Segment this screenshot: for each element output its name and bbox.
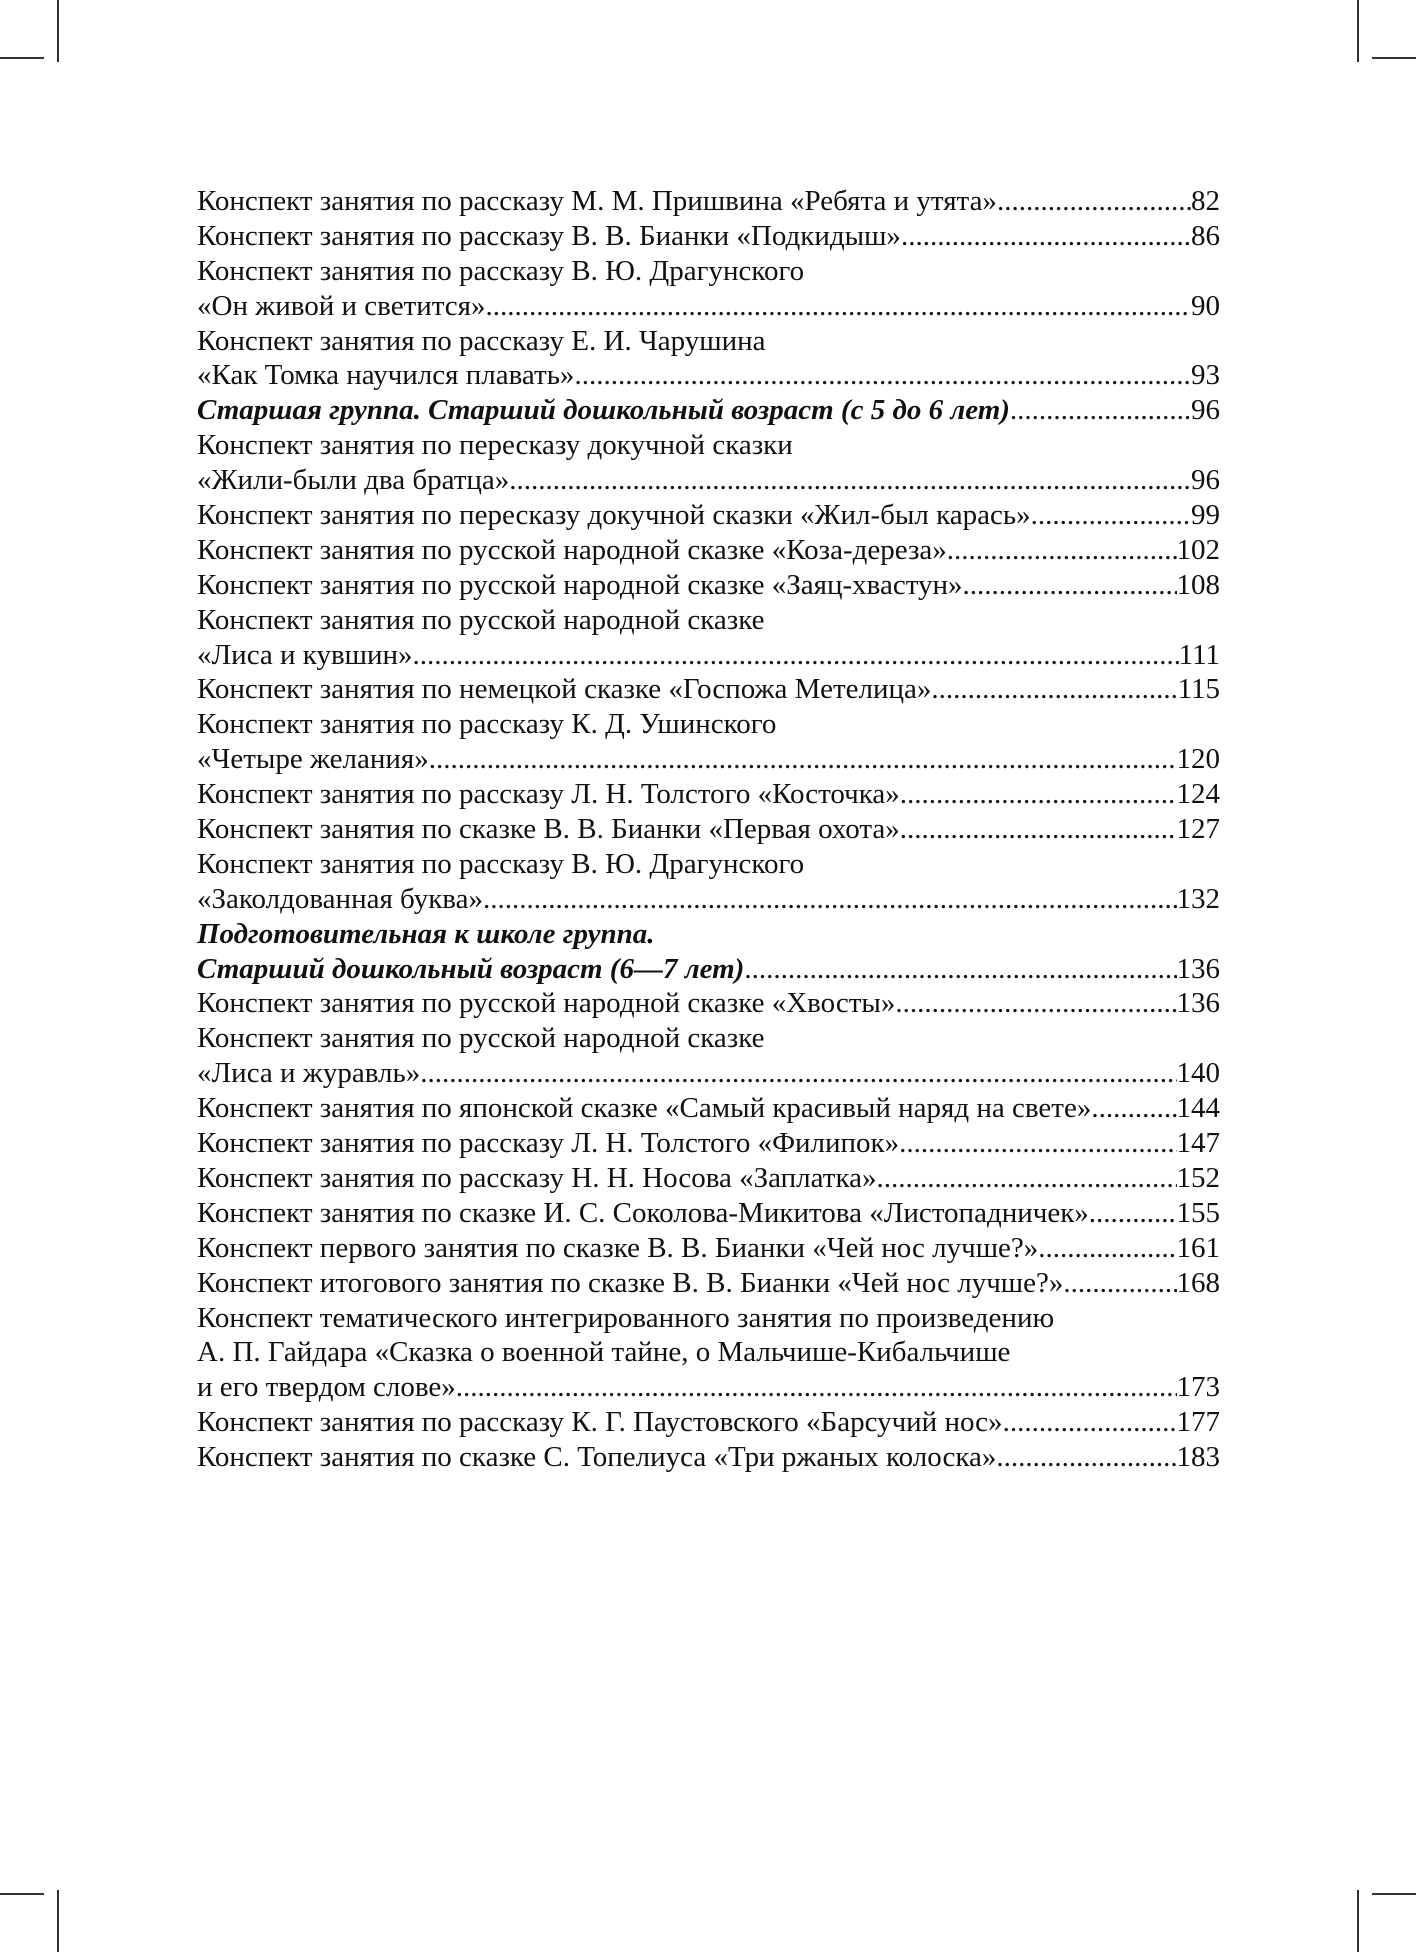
toc-dot-leader — [413, 638, 1179, 673]
toc-dot-leader — [1010, 393, 1191, 428]
crop-mark-bottom-right-vertical — [1357, 1890, 1359, 1952]
toc-entry-line — [197, 1231, 1220, 1266]
toc-entry-line — [197, 428, 1220, 463]
toc-entry[interactable] — [197, 568, 1220, 603]
toc-dot-leader — [895, 986, 1176, 1021]
toc-entry-title: Старший дошкольный возраст (6—7 лет) — [197, 952, 745, 985]
toc-entry-line — [197, 324, 1220, 359]
toc-entry-title: «Четыре желания» — [197, 743, 429, 776]
toc-dot-leader — [420, 1056, 1176, 1091]
toc-page-number: 102 — [1176, 533, 1220, 566]
toc-entry-line — [197, 847, 1220, 882]
toc-entry-line — [197, 254, 1220, 289]
toc-entry-title: Конспект занятия по русской народной сказке «Хвосты» — [197, 987, 896, 1020]
toc-entry-title: Конспект занятия по сказке С. Топелиуса «Три ржаных колоска» — [197, 1441, 997, 1474]
toc-entry-line — [197, 533, 1220, 568]
toc-dot-leader — [899, 1126, 1176, 1161]
toc-entry-title: Конспект занятия по рассказу Н. Н. Носова «Заплатка» — [197, 1161, 877, 1194]
toc-entry-title: А. П. Гайдара «Сказка о военной тайне, о Мальчише-Кибальчише — [197, 1336, 1011, 1369]
toc-entry-line — [197, 1091, 1220, 1126]
toc-page-number: 127 — [1176, 813, 1220, 846]
toc-dot-leader — [997, 184, 1191, 219]
crop-mark-bottom-left-horizontal — [0, 1893, 44, 1895]
toc-dot-leader — [901, 219, 1191, 254]
toc-page-number: 82 — [1191, 185, 1220, 217]
crop-mark-top-left-vertical — [57, 0, 59, 62]
toc-entry[interactable] — [197, 603, 1220, 673]
toc-page-number: 108 — [1176, 568, 1220, 601]
toc-dot-leader — [963, 568, 1177, 603]
toc-page-number: 93 — [1191, 359, 1220, 392]
toc-entry-title: Конспект занятия по рассказу М. М. Пришвина «Ребята и утята» — [197, 185, 997, 217]
toc-entry-line — [197, 742, 1220, 777]
toc-entry[interactable] — [197, 1161, 1220, 1196]
toc-dot-leader — [947, 533, 1177, 568]
toc-entry[interactable] — [197, 219, 1220, 254]
toc-entry[interactable] — [197, 1021, 1220, 1091]
toc-entry-title: Конспект занятия по японской сказке «Самый красивый наряд на свете» — [197, 1092, 1092, 1125]
toc-entry-line — [197, 1021, 1220, 1056]
toc-entry[interactable] — [197, 184, 1220, 219]
toc-page-number: 155 — [1176, 1196, 1220, 1229]
toc-page-number: 120 — [1176, 743, 1220, 776]
toc-page-number: 115 — [1177, 673, 1220, 706]
toc-entry-title: Конспект занятия по рассказу В. В. Бианки «Подкидыш» — [197, 219, 901, 252]
toc-entry-line — [197, 219, 1220, 254]
toc-page-number: 147 — [1176, 1127, 1220, 1160]
toc-entry-line — [197, 986, 1220, 1021]
toc-entry-line — [197, 1405, 1220, 1440]
toc-entry-title: Старшая группа. Старший дошкольный возраст (с 5 до 6 лет) — [197, 394, 1010, 427]
toc-entry-title: Конспект занятия по русской народной сказке «Коза-дереза» — [197, 533, 947, 566]
toc-entry-title: Конспект занятия по рассказу Л. Н. Толстого «Филипок» — [197, 1127, 900, 1160]
toc-entry-title: «Лиса и журавль» — [197, 1057, 421, 1090]
toc-entry[interactable] — [197, 672, 1220, 707]
toc-section-heading[interactable] — [197, 393, 1220, 428]
toc-entry-line — [197, 707, 1220, 742]
toc-page-number: 90 — [1191, 289, 1220, 322]
toc-entry-line — [197, 952, 1220, 987]
toc-page-number: 177 — [1176, 1406, 1220, 1439]
toc-entry-title: Подготовительная к школе группа. — [197, 917, 655, 950]
crop-mark-top-right-horizontal — [1372, 57, 1416, 59]
toc-dot-leader — [876, 1161, 1176, 1196]
toc-entry-title: «Заколдованная буква» — [197, 882, 483, 915]
toc-entry-line — [197, 1440, 1220, 1475]
toc-page-number: 173 — [1176, 1371, 1220, 1404]
crop-mark-top-right-vertical — [1357, 0, 1359, 62]
toc-page-number: 111 — [1178, 638, 1220, 671]
toc-entry-line — [197, 1370, 1220, 1405]
toc-section-heading[interactable] — [197, 917, 1220, 987]
toc-dot-leader — [1003, 1405, 1177, 1440]
toc-entry-title: Конспект тематического интегрированного занятия по произведению — [197, 1301, 1055, 1334]
toc-entry[interactable] — [197, 1440, 1220, 1475]
toc-page-number: 132 — [1176, 882, 1220, 915]
toc-page-number: 161 — [1176, 1231, 1220, 1264]
table-of-contents — [197, 184, 1220, 1475]
toc-entry-title: Конспект занятия по рассказу Л. Н. Толстого «Косточка» — [197, 778, 900, 811]
toc-page-number: 99 — [1191, 499, 1220, 532]
toc-page-number: 136 — [1176, 952, 1220, 985]
toc-entry[interactable] — [197, 498, 1220, 533]
toc-entry-title: Конспект занятия по русской народной сказке «Заяц-хвастун» — [197, 568, 963, 601]
toc-entry-line — [197, 672, 1220, 707]
toc-entry-title: Конспект занятия по рассказу Е. И. Чарушина — [197, 324, 766, 357]
toc-entry-line — [197, 812, 1220, 847]
toc-entry-line — [197, 882, 1220, 917]
toc-entry[interactable] — [197, 254, 1220, 324]
toc-entry-line — [197, 289, 1220, 324]
toc-entry-title: Конспект занятия по рассказу К. Г. Паустовского «Барсучий нос» — [197, 1406, 1003, 1439]
toc-entry[interactable] — [197, 1405, 1220, 1440]
toc-dot-leader — [1031, 498, 1191, 533]
toc-entry-title: Конспект занятия по сказке В. В. Бианки «Первая охота» — [197, 813, 900, 846]
toc-page-number: 168 — [1176, 1266, 1220, 1299]
toc-entry-line — [197, 1335, 1220, 1370]
toc-entry-title: Конспект занятия по немецкой сказке «Госпожа Метелица» — [197, 673, 932, 706]
toc-dot-leader — [486, 289, 1192, 324]
toc-entry-line — [197, 1056, 1220, 1091]
toc-page-number: 183 — [1176, 1441, 1220, 1474]
crop-mark-top-left-horizontal — [0, 57, 44, 59]
toc-entry-title: и его твердом слове» — [197, 1371, 456, 1404]
crop-mark-bottom-right-horizontal — [1372, 1893, 1416, 1895]
toc-page-number: 86 — [1191, 219, 1220, 252]
toc-entry[interactable] — [197, 1126, 1220, 1161]
toc-entry-title: Конспект занятия по рассказу В. Ю. Драгунского — [197, 847, 805, 880]
toc-entry[interactable] — [197, 324, 1220, 394]
toc-page-number: 136 — [1176, 987, 1220, 1020]
toc-entry-title: «Он живой и светится» — [197, 289, 486, 322]
toc-page-number: 96 — [1191, 394, 1220, 427]
toc-page-number: 144 — [1176, 1092, 1220, 1125]
toc-entry-title: Конспект занятия по рассказу К. Д. Ушинского — [197, 708, 777, 741]
toc-entry[interactable] — [197, 847, 1220, 917]
toc-entry-line — [197, 358, 1220, 393]
toc-entry-line — [197, 917, 1220, 952]
toc-page-number: 124 — [1176, 778, 1220, 811]
toc-entry-line — [197, 393, 1220, 428]
toc-entry[interactable] — [197, 777, 1220, 812]
toc-entry[interactable] — [197, 1196, 1220, 1231]
toc-entry-line — [197, 1301, 1220, 1336]
toc-entry-title: Конспект занятия по русской народной сказке — [197, 603, 765, 636]
toc-dot-leader — [996, 1440, 1176, 1475]
toc-entry-line — [197, 1126, 1220, 1161]
toc-dot-leader — [429, 742, 1177, 777]
toc-dot-leader — [456, 1370, 1177, 1405]
toc-entry-title: «Жили-были два братца» — [197, 464, 510, 497]
toc-dot-leader — [900, 812, 1177, 847]
toc-entry-title: Конспект итогового занятия по сказке В. В. Бианки «Чей нос лучше?» — [197, 1266, 1064, 1299]
toc-entry-title: Конспект занятия по сказке И. С. Соколова-Микитова «Листопадничек» — [197, 1196, 1089, 1229]
toc-entry-line — [197, 1196, 1220, 1231]
toc-entry-line — [197, 568, 1220, 603]
toc-entry[interactable] — [197, 1091, 1220, 1126]
toc-dot-leader — [483, 882, 1177, 917]
toc-entry-title: Конспект занятия по русской народной сказке — [197, 1022, 765, 1055]
toc-dot-leader — [1091, 1091, 1176, 1126]
toc-dot-leader — [574, 358, 1191, 393]
toc-dot-leader — [931, 672, 1177, 707]
toc-entry-title: Конспект первого занятия по сказке В. В. Бианки «Чей нос лучше?» — [197, 1231, 1039, 1264]
toc-page-number: 96 — [1191, 464, 1220, 497]
toc-entry-line — [197, 1161, 1220, 1196]
toc-entry-title: Конспект занятия по пересказу докучной сказки «Жил-был карась» — [197, 499, 1031, 532]
toc-entry-line — [197, 184, 1220, 219]
toc-entry-title: «Лиса и кувшин» — [197, 638, 413, 671]
toc-dot-leader — [1038, 1231, 1176, 1266]
toc-entry-title: «Как Томка научился плавать» — [197, 359, 575, 392]
toc-entry[interactable] — [197, 986, 1220, 1021]
toc-dot-leader — [509, 463, 1191, 498]
toc-entry-line — [197, 463, 1220, 498]
toc-entry[interactable] — [197, 1301, 1220, 1406]
toc-page-number: 140 — [1176, 1057, 1220, 1090]
toc-dot-leader — [900, 777, 1177, 812]
toc-dot-leader — [1063, 1266, 1176, 1301]
toc-entry[interactable] — [197, 428, 1220, 498]
toc-entry[interactable] — [197, 533, 1220, 568]
toc-entry-line — [197, 498, 1220, 533]
toc-entry-line — [197, 777, 1220, 812]
toc-entry-line — [197, 638, 1220, 673]
toc-entry[interactable] — [197, 707, 1220, 777]
toc-entry-line — [197, 603, 1220, 638]
toc-entry[interactable] — [197, 1266, 1220, 1301]
toc-page-number: 152 — [1176, 1161, 1220, 1194]
crop-mark-bottom-left-vertical — [57, 1890, 59, 1952]
toc-entry-line — [197, 1266, 1220, 1301]
toc-dot-leader — [1089, 1196, 1177, 1231]
toc-dot-leader — [744, 952, 1176, 987]
toc-entry[interactable] — [197, 812, 1220, 847]
toc-entry-title: Конспект занятия по рассказу В. Ю. Драгунского — [197, 254, 805, 287]
toc-entry-title: Конспект занятия по пересказу докучной сказки — [197, 429, 793, 462]
toc-entry[interactable] — [197, 1231, 1220, 1266]
